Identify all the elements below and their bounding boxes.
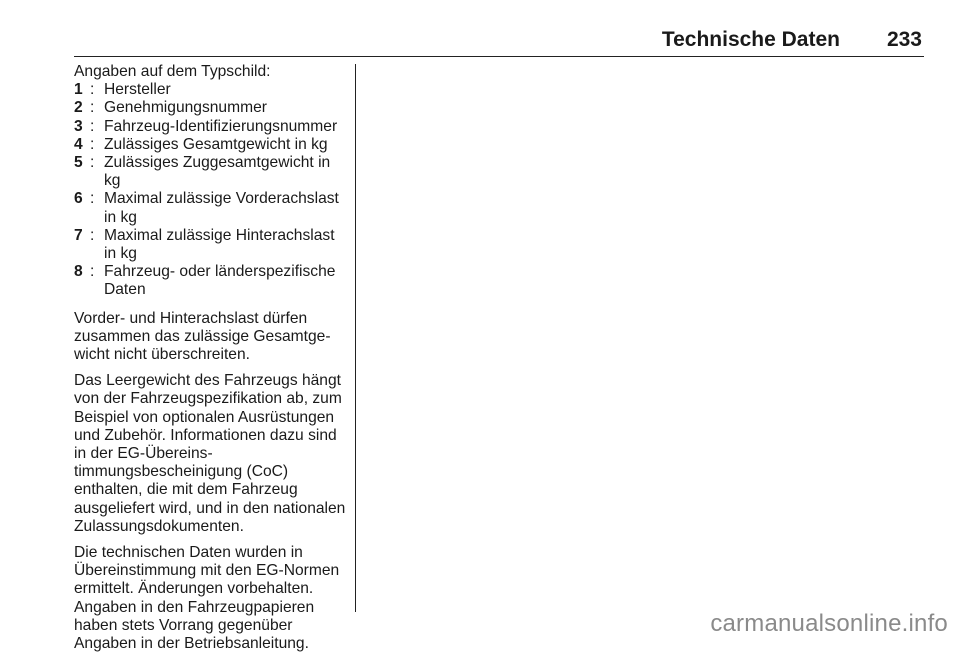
list-item: 5 : Zulässiges Zuggesamtgewicht in kg xyxy=(74,154,331,190)
list-item: 1 : Hersteller xyxy=(74,81,171,99)
column-divider xyxy=(355,64,356,612)
typeplate-intro: Angaben auf dem Typschild: xyxy=(74,63,271,80)
item-text: Maximal zulässige Hinterachslast in kg xyxy=(104,226,335,263)
ec-norms-paragraph: Die technischen Daten wurden in Übereinstimmung mit den EG-Normen ermittelt. Änderungen vorbehalten. Angaben in den Fahrzeugpapieren haben stets Vorrang gegenüber Angaben in der Betriebsanleitung. xyxy=(74,544,340,653)
list-item: 7 : Maximal zulässige Hinterachslast in kg xyxy=(74,226,335,263)
item-number: 2 xyxy=(74,99,83,117)
axle-load-paragraph: Vorder- und Hinterachslast dürfen zusammen das zulässige Gesamtgewicht nicht überschreiten. xyxy=(74,309,331,364)
item-text: Fahrzeug- oder länderspezifische Daten xyxy=(104,263,336,299)
item-text: Zulässiges Zuggesamtgewicht in kg xyxy=(104,154,331,190)
page-number: 233 xyxy=(886,28,922,51)
item-text: Zulässiges Gesamtgewicht in kg xyxy=(104,135,328,153)
item-text: Maximal zulässige Vorderachslast in kg xyxy=(104,190,339,226)
item-number: 6 xyxy=(74,190,83,208)
item-number: 8 xyxy=(74,263,83,281)
left-column xyxy=(74,63,348,661)
list-item: 2 : Genehmigungsnummer xyxy=(74,99,267,117)
item-number: 5 xyxy=(74,154,83,172)
item-text: Hersteller xyxy=(104,81,171,99)
item-number: 1 xyxy=(74,81,83,99)
item-text: Fahrzeug-Identifizierungsnummer xyxy=(104,117,338,135)
item-number: 4 xyxy=(74,135,83,153)
list-item: 8 : Fahrzeug- oder länderspezifische Daten xyxy=(74,263,336,299)
item-number: 7 xyxy=(74,226,83,244)
list-item: 3 : Fahrzeug-Identifizierungsnummer xyxy=(74,117,338,135)
list-item: 4 : Zulässiges Gesamtgewicht in kg xyxy=(74,135,328,153)
list-item: 6 : Maximal zulässige Vorderachslast in kg xyxy=(74,190,339,226)
item-text: Genehmigungsnummer xyxy=(104,99,267,117)
curb-weight-paragraph: Das Leergewicht des Fahrzeugs hängt von der Fahrzeugspezifikation ab, zum Beispiel von optionalen Ausrüstungen und Zubehör. Informationen dazu sind in der EG-Übereinstimmungsbescheinigung (CoC) enthalten, die mit dem Fahrzeug ausgeliefert wird, und in den nationalen Zulassungsdokumenten. xyxy=(74,372,346,535)
typeplate-list xyxy=(74,81,348,299)
section-title: Technische Daten xyxy=(661,28,840,51)
item-number: 3 xyxy=(74,117,83,135)
page-header xyxy=(74,26,924,57)
watermark: carmanualsonline.info xyxy=(710,610,948,637)
